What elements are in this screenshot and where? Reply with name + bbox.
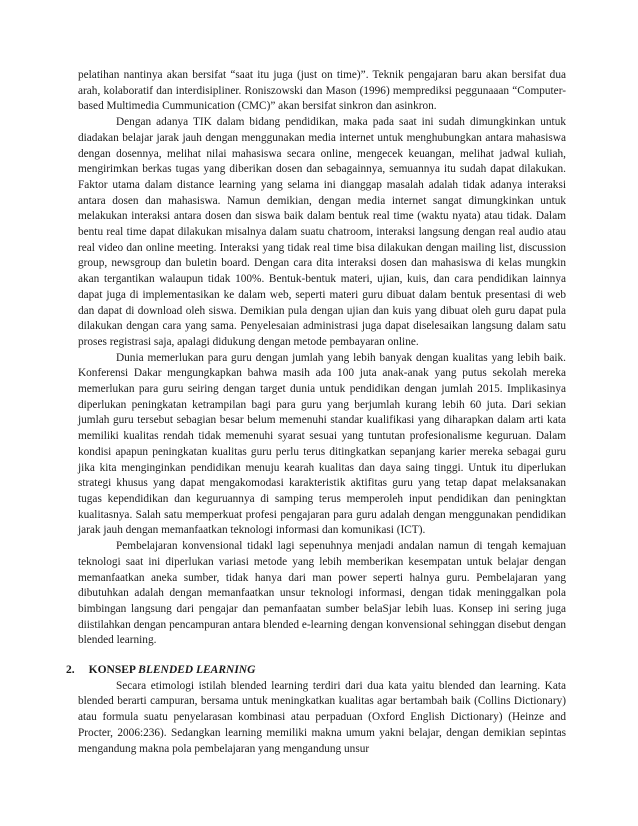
paragraph-konvensional: Pembelajaran konvensional tidakl lagi sepenuhnya menjadi andalan namun di tengah kemajuan teknologi saat ini diperlukan variasi metode yang lebih memberikan kesempatan untuk belajar dengan memanfaatkan aneka sumber, tidak hanya dari man power seperti halnya guru. Pembelajaran yang dibutuhkan adalah dengan memanfaatkan unsur teknologi informasi, dengan tidak meninggalkan pola bimbingan langsung dari pengajar dan pemanfaatan sumber belaSjar lebih luas. Konsep ini sering juga diistilahkan dengan pencampuran antara blended e-learning dengan konvensional sehinggan disebut dengan blended learning. (78, 540, 566, 647)
paragraph-guru: Dunia memerlukan para guru dengan jumlah yang lebih banyak dengan kualitas yang lebih baik. Konferensi Dakar mengungkapkan bahwa masih ada 100 juta anak-anak yang putus sekolah mereka memerlukan para guru seiring dengan target dunia untuk pendidikan dengan jumlah 2015. Implikasinya diperlukan peningkatan ketrampilan bagi para guru yang berjumlah kurang lebih 60 juta. Dari sekian jumlah guru tersebut sebagian besar belum memenuhi standar kualifikasi yang diharapkan dalam arti kata memiliki kualitas rendah tidak memenuhi syarat sesuai yang tuntutan profesionalisme keguruan. Dalam kondisi apapun peningkatan kualitas guru perlu terus ditingkatkan sepanjang karier mereka sebagai guru jika kita menginginkan pendidikan menuju kearah kualitas dan daya saing tinggi. Untuk itu diperlukan strategi khusus yang dapat mengakomodasi karakteristik aktifitas guru yang tetap dapat melaksanakan tugas kependidikan dan keguruannya di samping terus memperoleh input pendidikan dan peningktan kualitasnya. Salah satu memperkuat profesi pengajaran para guru adalah dengan menggunakan pendidikan jarak jauh dengan memanfaatkan teknologi informasi dan komunikasi (ICT). (78, 351, 566, 537)
section-number: 2. (66, 664, 75, 677)
section-title-italic: BLENDED LEARNING (138, 664, 256, 677)
section-heading (66, 663, 566, 679)
paragraph-tik: Dengan adanya TIK dalam bidang pendidikan, maka pada saat ini sudah dimungkinkan untuk diadakan belajar jarak jauh dengan menggunakan media internet untuk menghubungkan antara mahasiswa dengan dosennya, melihat nilai mahasiswa secara online, mengecek keuangan, melihat jadwal kuliah, mengirimkan berkas tugas yang diberikan dosen dan sebagainnya, semuannya itu sudah dapat dilakukan. Faktor utama dalam distance learning yang selama ini dianggap masalah adalah tidak adanya interaksi antara dosen dan mahasiswa. Namun demikian, dengan media internet sangat dimungkinkan untuk melakukan interaksi antara dosen dan siswa baik dalam bentuk real time (waktu nyata) atau tidak. Dalam bentu real time dapat dilakukan misalnya dalam suatu chatroom, interaksi langsung dengan real audio atau real video dan online meeting. Interaksi yang tidak real time bisa dilakukan dengan mailing list, discussion group, newsgroup dan buletin board. Dengan cara dita interaksi dosen dan mahasiswa di kelas mungkin akan tergantikan walaupun tidak 100%. Bentuk-bentuk materi, ujian, kuis, dan cara pendidikan lainnya dapat juga di implementasikan ke dalam web, seperti materi guru dibuat dalam bentuk presentasi di web dan dapat di download oleh siswa. Demikian pula dengan ujian dan kuis yang dibuat oleh guru dapat pula dilakukan dengan cara yang sama. Penyelesaian administrasi juga dapat diselesaikan langsung dalam satu proses registrasi saja, apalagi didukung dengan metode pembayaran online. (78, 116, 566, 348)
paragraph-etimologi: Secara etimologi istilah blended learning terdiri dari dua kata yaitu blended dan learning. Kata blended berarti campuran, bersama untuk meningkatkan kualitas agar bertambah baik (Collins Dictionary) atau formula suatu penyelarasan kombinasi atau perpaduan (Oxford English Dictionary) (Heinze and Procter, 2006:236). Sedangkan learning memiliki makna umum yakni belajar, dengan demikian sepintas mengandung makna pola pembelajaran yang mengandung unsur (78, 679, 566, 755)
paragraph-continued: pelatihan nantinya akan bersifat “saat itu juga (just on time)”. Teknik pengajaran baru akan bersifat dua arah, kolaboratif dan interdisipliner. Roniszowski dan Mason (1996) memprediksi peggunaaan “Computer-based Multimedia Cummunication (CMC)” akan bersifat sinkron dan asinkron. (78, 69, 566, 113)
section-title-plain: KONSEP (88, 664, 136, 677)
section-title (89, 663, 256, 679)
document-page (66, 68, 566, 757)
